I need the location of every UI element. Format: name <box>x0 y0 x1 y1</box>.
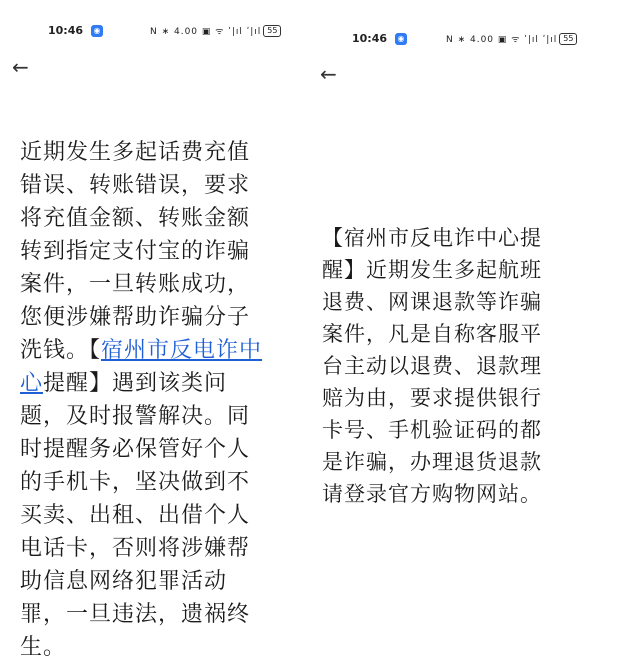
signal-icons: N ∗ 4.00 ▣ ᯤ ʹ|ıl ʹ|ıl <box>150 27 262 37</box>
back-arrow-icon[interactable]: ← <box>12 55 29 79</box>
message-body <box>20 136 264 664</box>
status-bar <box>48 24 103 37</box>
message-text-part1: 近期发生多起话费充值错误、转账错误，要求将充值金额、转账金额转到指定支付宝的诈骗案件，一旦转账成功，您便涉嫌帮助诈骗分子洗钱。【 <box>20 140 251 363</box>
message-body: 【宿州市反电诈中心提醒】近期发生多起航班退费、网课退款等诈骗案件，凡是自称客服平台主动以退费、退款理赔为由，要求提供银行卡号、手机验证码的都是诈骗，办理退货退款请登录官方购物网站。 <box>322 226 542 506</box>
status-icons <box>150 24 281 37</box>
battery-icon: 55 <box>263 25 281 37</box>
right-message-screen <box>312 0 620 612</box>
message-text-part2: 提醒】遇到该类问题，及时报警解决。同时提醒务必保管好个人的手机卡，坚决做到不买卖、出租、出借个人电话卡，否则将涉嫌帮助信息网络犯罪活动罪，一旦违法，遗祸终生。 <box>20 371 251 660</box>
status-icons <box>446 32 577 45</box>
battery-icon: 55 <box>559 33 577 45</box>
status-time: 10:46 <box>352 32 388 45</box>
signal-icons: N ∗ 4.00 ▣ ᯤ ʹ|ıl ʹ|ıl <box>446 35 558 45</box>
status-time: 10:46 <box>48 24 84 37</box>
back-arrow-icon[interactable]: ← <box>320 62 337 86</box>
notification-app-icon: ◉ <box>91 25 103 37</box>
left-message-screen <box>0 0 300 660</box>
status-bar <box>352 32 407 45</box>
sender-link[interactable]: 宿州市反电诈中心 <box>20 338 263 396</box>
notification-app-icon: ◉ <box>395 33 407 45</box>
